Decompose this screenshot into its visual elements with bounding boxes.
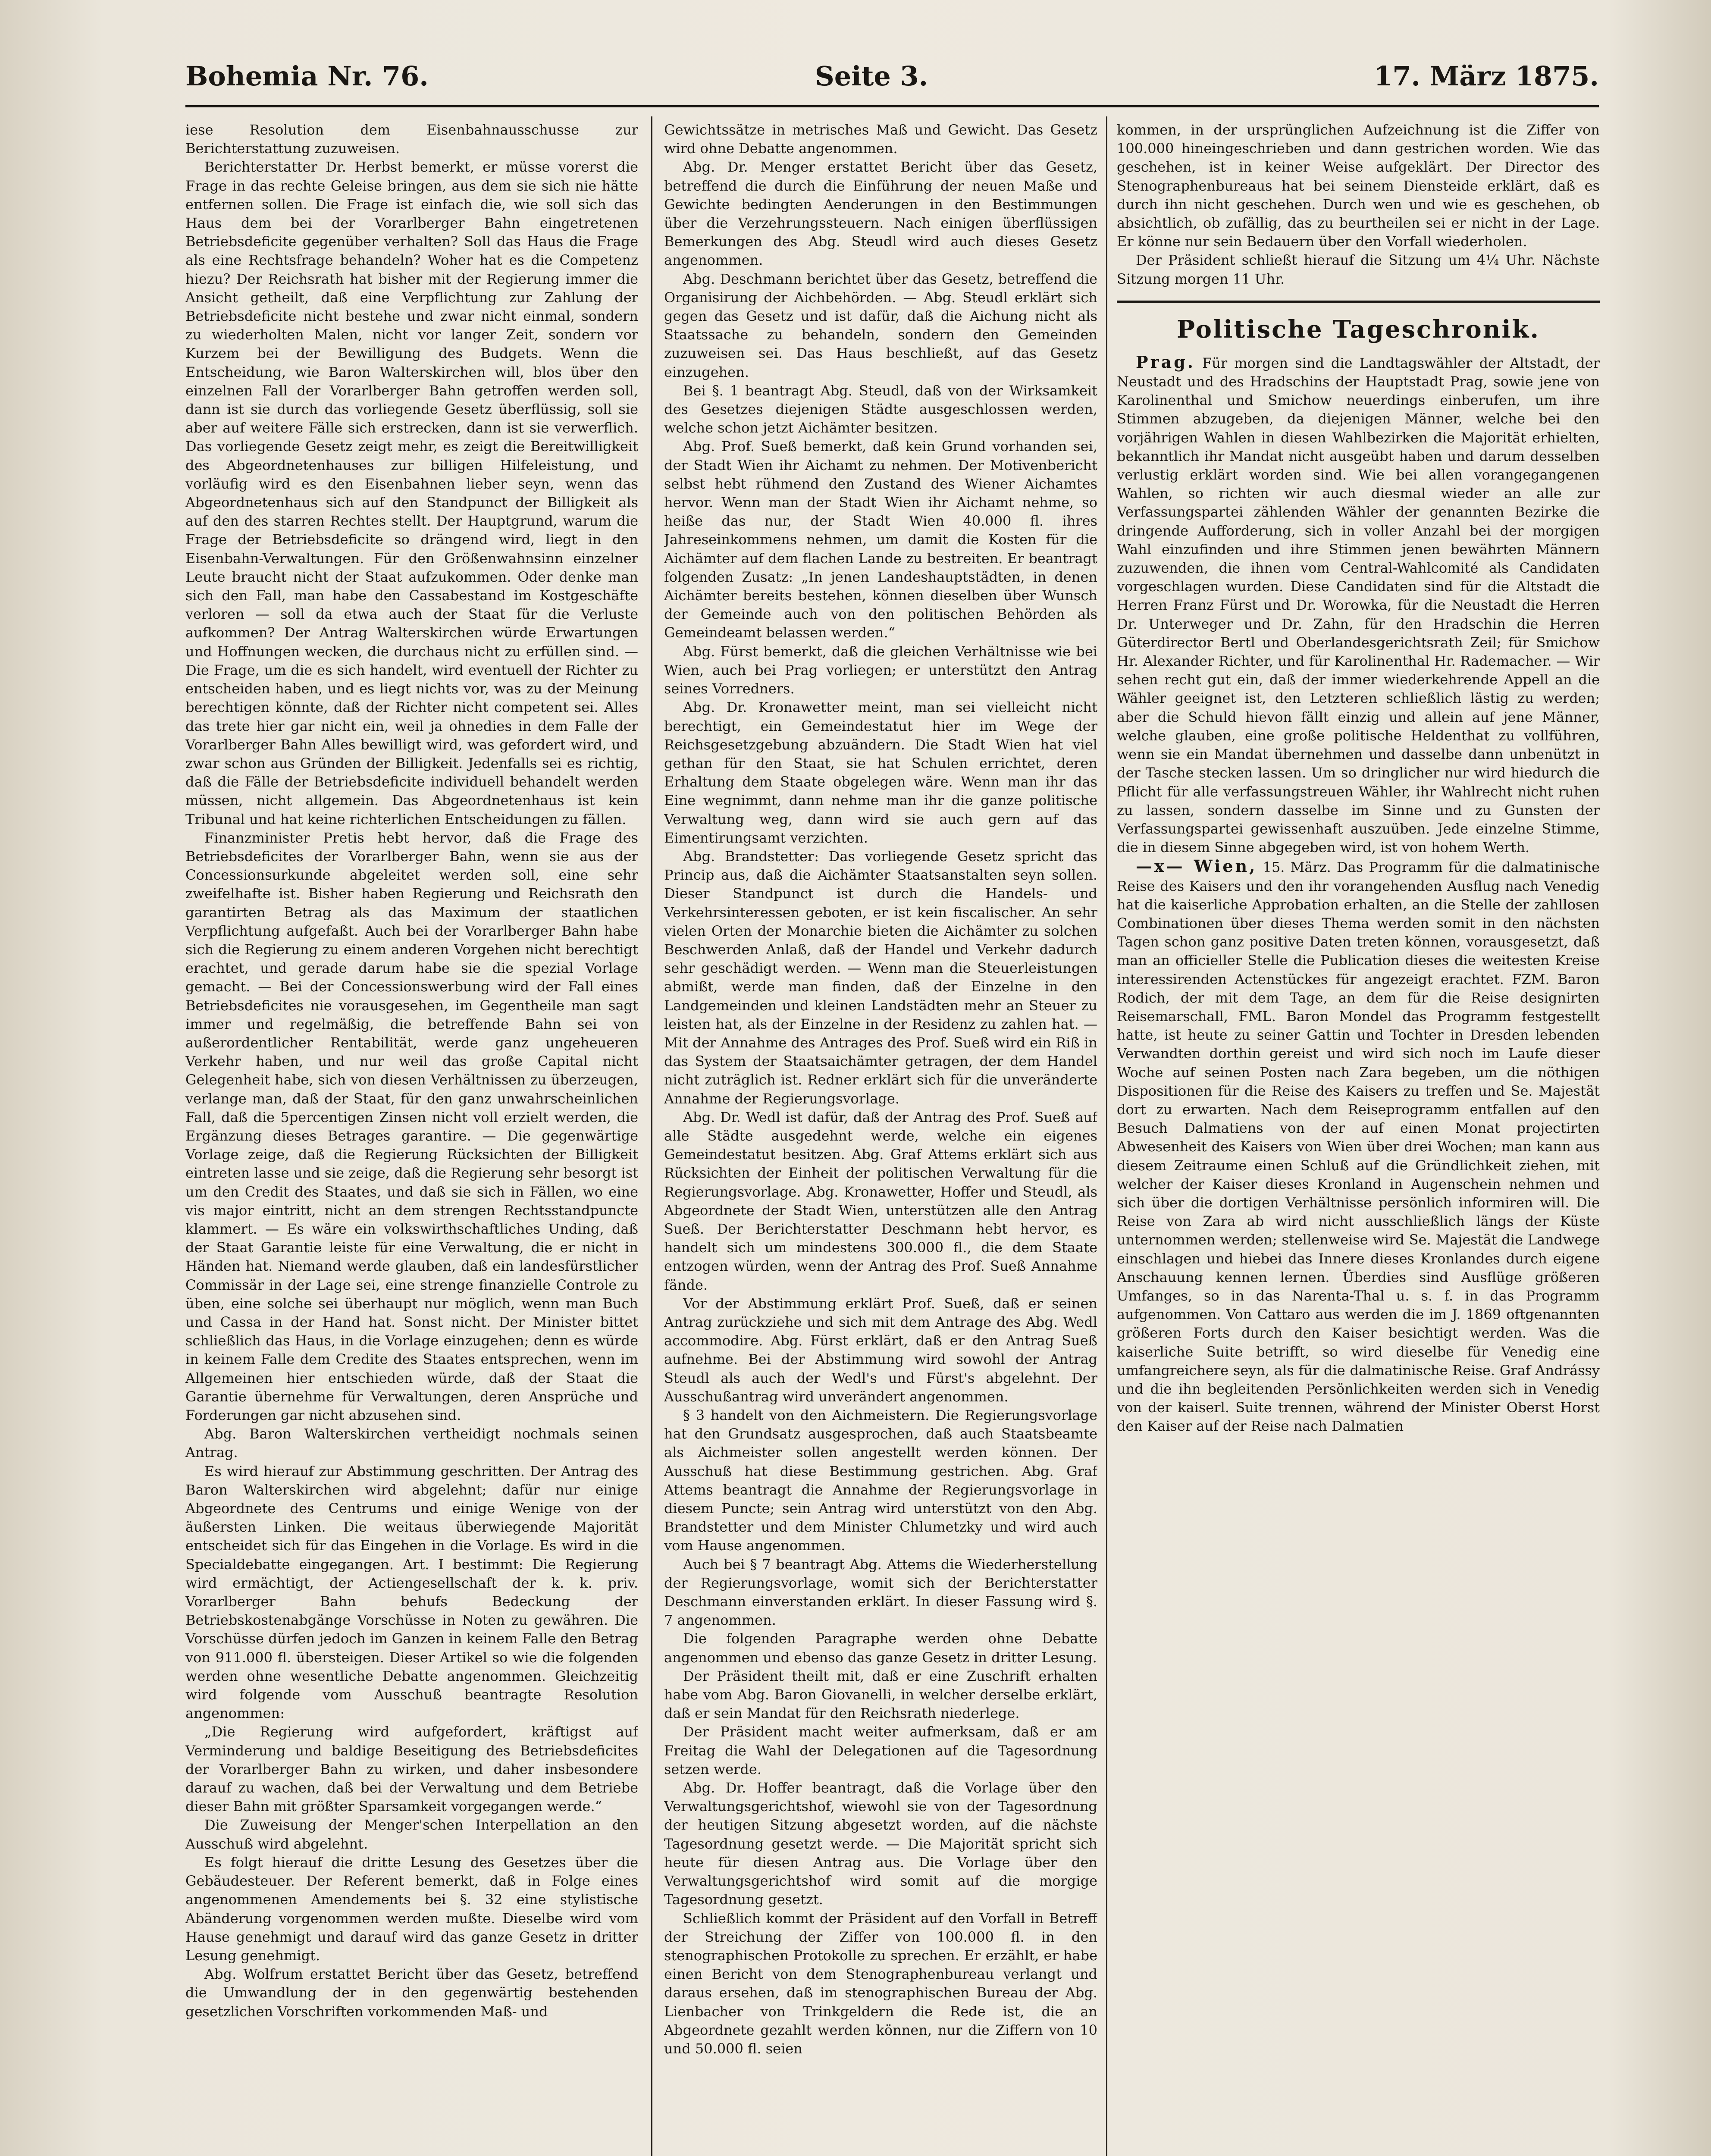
paragraph: Die Zuweisung der Menger'schen Interpellation an den Ausschuß wird abgelehnt. — [185, 1817, 638, 1852]
paragraph: Es wird hierauf zur Abstimmung geschritten. Der Antrag des Baron Walterskirchen wird abgelehnt; dafür nur einige Abgeordnete des Centrums und einige Wenige von der äußersten Linken. Die weitaus überwiegende Majorität entscheidet sich für das Eingehen in die Vorlage. Es wird in die Specialdebatte eingegangen. Art. I bestimmt: Die Regierung wird ermächtigt, der Actiengesellschaft der k. k. priv. Vorarlberger Bahn behufs Bedeckung der Betriebskostenabgänge Vorschüsse in Noten zu gewähren. Die Vorschüsse dürfen jedoch im Ganzen in keinem Falle den Betrag von 911.000 fl. übersteigen. Dieser Artikel so wie die folgenden werden ohne wesentliche Debatte angenommen. Gleichzeitig wird folgende vom Ausschuß beantragte Resolution angenommen: — [185, 1463, 638, 1722]
paragraph: kommen, in der ursprünglichen Aufzeichnung ist die Ziffer von 100.000 hineingeschrieben und dann gestrichen worden. Wie das geschehen, ist in keiner Weise aufgeklärt. Der Director des Stenographenbureaus hat bei seinem Diensteide erklärt, daß es durch ihn nicht geschehen. Durch wen und wie es geschehen, ob absichtlich, ob zufällig, das zu beurtheilen sei er nicht in der Lage. Er könne nur sein Bedauern über den Vorfall wiederholen. — [1117, 122, 1600, 250]
paragraph: Es folgt hierauf die dritte Lesung des Gesetzes über die Gebäudesteuer. Der Referent bemerkt, daß in Folge eines angenommenen Amendements bei §. 32 eine stylistische Abänderung vorgenommen werden mußte. Dieselbe wird vom Hause genehmigt und darauf wird das ganze Gesetz in dritter Lesung genehmigt. — [185, 1854, 638, 1964]
column-3 — [1117, 121, 1600, 2156]
paragraph: Bei §. 1 beantragt Abg. Steudl, daß von der Wirksamkeit des Gesetzes diejenigen Städte ausgeschlossen werden, welche schon jetzt Aichämter besitzen. — [664, 382, 1097, 436]
paragraph: Schließlich kommt der Präsident auf den Vorfall in Betreff der Streichung der Ziffer von 100.000 fl. in den stenographischen Protokolle zu sprechen. Er erzählt, er habe einen Bericht von dem Stenographenbureau verlangt und daraus ersehen, daß im stenographischen Bureau der Abg. Lienbacher von Trinkgeldern die Rede ist, die an Abgeordnete gezahlt werden können, nur die Ziffern von 10 und 50.000 fl. seien — [664, 1910, 1097, 2057]
section-rule — [1117, 301, 1600, 303]
column-rule-2 — [1106, 116, 1107, 2156]
section-title: Politische Tageschronik. — [1177, 315, 1540, 344]
paragraph: Abg. Dr. Wedl ist dafür, daß der Antrag des Prof. Sueß auf alle Städte ausgedehnt werde, welche ein eigenes Gemeindestatut besitzen. Abg. Graf Attems erklärt sich aus Rücksichten der Einheit der politischen Verwaltung für die Regierungsvorlage. Abg. Kronawetter, Hoffer und Steudl, als Abgeordnete der Stadt Wien, unterstützen alle den Antrag Sueß. Der Berichterstatter Deschmann hebt hervor, es handelt sich um mindestens 300.000 fl., die dem Staate entzogen würden, wenn der Antrag des Prof. Sueß Annahme fände. — [664, 1109, 1097, 1293]
column-1 — [185, 121, 638, 2156]
page-header — [185, 60, 1599, 108]
paragraph: Abg. Brandstetter: Das vorliegende Gesetz spricht das Princip aus, daß die Aichämter Staatsanstalten seyn sollen. Dieser Standpunct ist durch die Handels- und Verkehrsinteressen geboten, er ist kein fiscalischer. An sehr vielen Orten der Monarchie bieten die Aichämter zu solchen Beschwerden Anlaß, daß der Handel und Verkehr dadurch sehr geschädigt werden. — Wenn man die Steuerleistungen abmißt, werde man finden, daß der Einzelne in den Landgemeinden und kleinen Landstädten mehr an Steuer zu leisten hat, als der Einzelne in der Residenz zu zahlen hat. — Mit der Annahme des Antrages des Prof. Sueß wird ein Riß in das System der Staatsaichämter getragen, der dem Handel nicht zuträglich ist. Redner erklärt sich für die unveränderte Annahme der Regierungsvorlage. — [664, 848, 1097, 1107]
publication-name: Bohemia Nr. 76. — [185, 60, 429, 92]
paragraph: iese Resolution dem Eisenbahnausschusse zur Berichterstattung zuzuweisen. — [185, 122, 638, 157]
paragraph: Abg. Dr. Kronawetter meint, man sei vielleicht nicht berechtigt, ein Gemeindestatut hier im Wege der Reichsgesetzgebung abzuändern. Die Stadt Wien hat viel gethan für den Staat, sie hat Schulen errichtet, deren Erhaltung dem Staate obgelegen wäre. Wenn man ihr das Eine wegnimmt, dann nehme man ihr die ganze politische Verwaltung weg, dann wird sie auch gern auf das Eimentirungsamt verzichten. — [664, 699, 1097, 846]
dateline-prag: Prag. — [1136, 352, 1196, 372]
dateline-wien: —x— Wien, — [1136, 856, 1257, 876]
paragraph: Finanzminister Pretis hebt hervor, daß die Frage des Betriebsdeficites der Vorarlberger Bahn, wenn sie aus der Concessionsurkunde abgeleitet werden soll, eine sehr zweifelhafte ist. Bisher haben Regierung und Reichsrath den garantirten Betrag als das Maximum der staatlichen Verpflichtung aufgefaßt. Auch bei der Vorarlberger Bahn habe sich die Regierung zu einem anderen Vorgehen nicht berechtigt erachtet, und gerade darum habe sie die spezial Vorlage gemacht. — Bei der Concessionswerbung wird der Fall eines Betriebsdeficites nie vorausgesehen, im Gegentheile man sagt immer und regelmäßig, die betreffende Bahn sei von außerordentlicher Rentabilität, werde ganz ungeheueren Verkehr haben, und nur weil das große Capital nicht Gelegenheit habe, sich von diesen Verhältnissen zu überzeugen, verlange man, daß der Staat, für den ganz unwahrscheinlichen Fall, daß die 5percentigen Zinsen nicht voll erzielt werden, die Ergänzung dieses Betrages garantire. — Die gegenwärtige Vorlage zeige, daß die Regierung Rücksichten der Billigkeit eintreten lasse und sie zeige, daß die Regierung sehr besorgt ist um den Credit des Staates, und daß sie sich in Fällen, wo eine vis major eintritt, nicht an dem strengen Rechtsstandpuncte klammert. — Es wäre ein volkswirthschaftliches Unding, daß der Staat Garantie leiste für eine Verwaltung, die er nicht in Händen hat. Niemand werde glauben, daß ein landesfürstlicher Commissär in der Lage sei, eine strenge finanzielle Controle zu üben, eine solche sei überhaupt nur möglich, wenn man Buch und Cassa in der Hand hat. Sonst nicht. Der Minister bittet schließlich das Haus, in die Vorlage einzugehen; denn es würde in keinem Falle dem Credite des Staates entsprechen, wenn im Allgemeinen hier entschieden würde, daß der Staat die Garantie übernehme für Verwaltungen, deren Ansprüche und Forderungen gar nicht abzusehen sind. — [185, 829, 638, 1424]
paragraph: Der Präsident schließt hierauf die Sitzung um 4¼ Uhr. Nächste Sitzung morgen 11 Uhr. — [1117, 252, 1600, 287]
article-wien: 15. März. Das Programm für die dalmatinische Reise des Kaisers und den ihr vorangehenden Ausflug nach Venedig hat die kaiserliche Approbation erhalten, an die Stelle der zahllosen Combinationen über dieses Thema werden somit in den nächsten Tagen schon ganz positive Daten treten können, vorausgesetzt, daß man an officieller Stelle die Publication dieses die weitesten Kreise interessirenden Actenstückes für angezeigt erachtet. FZM. Baron Rodich, der mit dem Tage, an dem für die Reise designirten Reisemarschall, FML. Baron Mondel das Programm festgestellt hatte, ist heute zu seiner Gattin und Tochter in Dresden lebenden Verwandten dorthin gereist und wird sich noch im Laufe dieser Woche auf seinen Posten nach Zara begeben, um die nöthigen Dispositionen für die Reise des Kaisers zu treffen und Se. Majestät dort zu erwarten. Nach dem Reiseprogramm entfallen auf den Besuch Dalmatiens von der auf einen Monat projectirten Abwesenheit des Kaisers von Wien über drei Wochen; man kann aus diesem Zeitraume einen Schluß auf die Gründlichkeit ziehen, mit welcher der Kaiser dieses Kronland in Augenschein nehmen und sich über die dortigen Verhältnisse persönlich informiren will. Die Reise von Zara ab wird nicht ausschließlich längs der Küste unternommen werden; stellenweise wird Se. Majestät die Landwege einschlagen und hiebei das Innere dieses Kronlandes durch eigene Anschauung kennen lernen. Überdies sind Ausflüge größeren Umfanges, so in das Narenta-Thal u. s. f. in das Programm aufgenommen. Von Cattaro aus werden die im J. 1869 oftgenannten größeren Forts durch den Kaiser besichtigt werden. Was die kaiserliche Suite betrifft, so wird dieselbe für Venedig eine umfangreichere seyn, als für die dalmatinische Reise. Graf Andrássy und die ihn begleitenden Persönlichkeiten werden sich in Venedig von der kaiserl. Suite trennen, während der Minister Oberst Horst den Kaiser auf der Reise nach Dalmatien — [1117, 859, 1600, 1435]
paragraph: Gewichtssätze in metrisches Maß und Gewicht. Das Gesetz wird ohne Debatte angenommen. — [664, 122, 1097, 157]
paragraph: Berichterstatter Dr. Herbst bemerkt, er müsse vorerst die Frage in das rechte Geleise bringen, aus dem sie sich nie hätte entfernen sollen. Die Frage ist einfach die, wie soll sich das Haus dem bei der Vorarlberger Bahn eingetretenen Betriebsdeficite gegenüber verhalten? Soll das Haus die Frage als eine Rechtsfrage behandeln? Woher hat es die Competenz hiezu? Der Reichsrath hat bisher mit der Regierung immer die Ansicht getheilt, daß eine Verpflichtung zur Zahlung der Betriebsdeficite nicht bestehe und zwar nicht einmal, sondern zu wiederholten Malen, nicht vor langer Zeit, sondern vor Kurzem bei der Bewilligung des Budgets. Wenn die Entscheidung, wie Baron Walterskirchen will, blos über den einzelnen Fall der Vorarlberger Bahn getroffen werden soll, dann ist sie durch das vorliegende Gesetz überflüssig, soll sie aber auf weitere Fälle sich erstrecken, dann ist sie verwerflich. Das vorliegende Gesetz zeigt mehr, es zeigt die Bereitwilligkeit des Abgeordnetenhauses zur billigen Hilfeleistung, und vorläufig wird es den Eisenbahnen lieber seyn, wenn das Abgeordnetenhaus sich auf den Standpunct der Billigkeit als auf den des starren Rechtes stellt. Der Hauptgrund, warum die Frage der Betriebsdeficite so drängend wird, liegt in den Eisenbahn-Verwaltungen. Für den Größenwahnsinn einzelner Leute braucht nicht der Staat aufzukommen. Oder denke man sich den Fall, man habe den Cassabestand im Kostgeschäfte verloren — soll da etwa auch der Staat für die Verluste aufkommen? Der Antrag Walterskirchen würde Erwartungen und Hoffnungen wecken, die durchaus nicht zu erfüllen sind. — Die Frage, um die es sich handelt, wird eventuell der Richter zu entscheiden haben, und es liegt nichts vor, was zu der Meinung berechtigen könnte, daß der Richter nicht competent sei. Alles das trete hier gar nicht ein, weil ja ohnedies in dem Falle der Vorarlberger Bahn Alles bewilligt wird, was gefordert wird, und zwar schon aus Gründen der Billigkeit. Jedenfalls sei es richtig, daß die Fälle der Betriebsdeficite individuell behandelt werden müssen, nicht allgemein. Das Abgeordnetenhaus ist kein Tribunal und hat keine richterlichen Entscheidungen zu fällen. — [185, 159, 638, 827]
column-2 — [664, 121, 1097, 2156]
paragraph: „Die Regierung wird aufgefordert, kräftigst auf Verminderung und baldige Beseitigung des Betriebsdeficites der Vorarlberger Bahn zu wirken, und daher insbesondere darauf zu wachen, daß bei der Verwaltung und dem Betriebe dieser Bahn mit größter Sparsamkeit vorgegangen werde.“ — [185, 1724, 638, 1815]
paragraph: § 3 handelt von den Aichmeistern. Die Regierungsvorlage hat den Grundsatz ausgesprochen, daß auch Staatsbeamte als Aichmeister sollen angestellt werden können. Der Ausschuß hat diese Bestimmung gestrichen. Abg. Graf Attems beantragt die Annahme der Regierungsvorlage in diesem Puncte; sein Antrag wird unterstützt von den Abg. Brandstetter und dem Minister Chlumetzky und wird auch vom Hause angenommen. — [664, 1407, 1097, 1554]
paragraph: Der Präsident macht weiter aufmerksam, daß er am Freitag die Wahl der Delegationen auf die Tagesordnung setzen werde. — [664, 1724, 1097, 1777]
paragraph: Auch bei § 7 beantragt Abg. Attems die Wiederherstellung der Regierungsvorlage, womit sich der Berichterstatter Deschmann einverstanden erklärt. In dieser Fassung wird §. 7 angenommen. — [664, 1556, 1097, 1629]
paragraph: Abg. Wolfrum erstattet Bericht über das Gesetz, betreffend die Umwandlung der in den gegenwärtig bestehenden gesetzlichen Vorschriften vorkommenden Maß- und — [185, 1966, 638, 2020]
paragraph: Abg. Dr. Menger erstattet Bericht über das Gesetz, betreffend die durch die Einführung der neuen Maße und Gewichte bedingten Aenderungen in den Bestimmungen über die Verzehrungssteuern. Nach einigen überflüssigen Bemerkungen des Abg. Steudl wird auch dieses Gesetz angenommen. — [664, 159, 1097, 269]
paragraph: Abg. Fürst bemerkt, daß die gleichen Verhältnisse wie bei Wien, auch bei Prag vorliegen; er unterstützt den Antrag seines Vorredners. — [664, 643, 1097, 697]
paragraph: Der Präsident theilt mit, daß er eine Zuschrift erhalten habe vom Abg. Baron Giovanelli, in welcher derselbe erklärt, daß er sein Mandat für den Reichsrath niederlege. — [664, 1667, 1097, 1722]
issue-date: 17. März 1875. — [1374, 60, 1599, 92]
column-rule-1 — [651, 116, 652, 2156]
paragraph: Vor der Abstimmung erklärt Prof. Sueß, daß er seinen Antrag zurückziehe und sich mit dem Antrage des Abg. Wedl accommodire. Abg. Fürst erklärt, daß er den Antrag Sueß aufnehme. Bei der Abstimmung wird sowohl der Antrag Steudl als auch der Wedl's und Fürst's abgelehnt. Der Ausschußantrag wird unverändert angenommen. — [664, 1295, 1097, 1405]
header-rule — [185, 105, 1599, 107]
article-prag: Für morgen sind die Landtagswähler der Altstadt, der Neustadt und des Hradschins der Hauptstadt Prag, sowie jene von Karolinenthal und Smichow neuerdings einberufen, um ihre Stimmen abzugeben, da diejenigen Männer, welche bei den vorjährigen Wahlen in diesen Wahlbezirken die Majorität erhielten, bekanntlich ihr Mandat nicht ausgeübt haben und darum desselben verlustig erklärt worden sind. Wie bei allen vorangegangenen Wahlen, so richten wir auch diesmal wieder an alle zur Verfassungspartei zählenden Wähler der genannten Bezirke die dringende Aufforderung, sich in voller Anzahl bei der morgigen Wahl einzufinden und ihre Stimmen jenen bewährten Männern zuzuwenden, die ihnen vom Central-Wahlcomité als Candidaten vorgeschlagen wurden. Diese Candidaten sind für die Altstadt die Herren Franz Fürst und Dr. Worowka, für die Neustadt die Herren Dr. Unterweger und Dr. Zahn, für den Hradschin die Herren Güterdirector Bertl und Oberlandesgerichtsrath Zeil; für Smichow Hr. Alexander Richter, und für Karolinenthal Hr. Rademacher. — Wir sehen recht gut ein, daß der immer wiederkehrende Appell an die Wähler geeignet ist, den Letzteren schließlich lästig zu werden; aber die Schuld hievon fällt einzig und allein auf jene Männer, welche glauben, eine große politische Heldenthat zu vollführen, wenn sie ein Mandat übernehmen und dasselbe dann unbenützt in der Tasche stecken lassen. Um so dringlicher nur wird hiedurch die Pflicht für alle verfassungstreuen Wähler, ihr Wahlrecht nicht ruhen zu lassen, sondern dasselbe im Sinne und zu Gunsten der Verfassungspartei gewissenhaft auszuüben. Jede einzelne Stimme, die in diesem Sinne abgegeben wird, ist von hohem Werth. — [1117, 354, 1600, 856]
paragraph: Abg. Dr. Hoffer beantragt, daß die Vorlage über den Verwaltungsgerichtshof, wiewohl sie von der Tagesordnung der heutigen Sitzung abgesetzt worden, auf die nächste Tagesordnung gesetzt werde. — Die Majorität spricht sich heute für diesen Antrag aus. Die Vorlage über den Verwaltungsgerichtshof wird somit auf die morgige Tagesordnung gesetzt. — [664, 1780, 1097, 1908]
paragraph: Die folgenden Paragraphe werden ohne Debatte angenommen und ebenso das ganze Gesetz in dritter Lesung. — [664, 1630, 1097, 1666]
paragraph: Abg. Baron Walterskirchen vertheidigt nochmals seinen Antrag. — [185, 1426, 638, 1461]
paragraph: Abg. Prof. Sueß bemerkt, daß kein Grund vorhanden sei, der Stadt Wien ihr Aichamt zu nehmen. Der Motivenbericht selbst hebt rühmend den Zustand des Wiener Aichamtes hervor. Wenn man der Stadt Wien ihr Aichamt nehme, so heiße das nur, der Stadt Wien 40.000 fl. ihres Jahreseinkommens nehmen, um damit die Kosten für die Aichämter auf dem flachen Lande zu bestreiten. Er beantragt folgenden Zusatz: „In jenen Landeshauptstädten, in denen Aichämter bereits bestehen, können dieselben über Wunsch der Gemeinde auch von den politischen Behörden als Gemeindeamt belassen werden.“ — [664, 438, 1097, 641]
paragraph: Abg. Deschmann berichtet über das Gesetz, betreffend die Organisirung der Aichbehörden. — Abg. Steudl erklärt sich gegen das Gesetz und ist dafür, daß die Aichung nicht als Staatssache zu behandeln, sondern den Gemeinden zuzuweisen sei. Das Haus beschließt, auf das Gesetz einzugehen. — [664, 270, 1097, 380]
page-number: Seite 3. — [815, 60, 928, 92]
